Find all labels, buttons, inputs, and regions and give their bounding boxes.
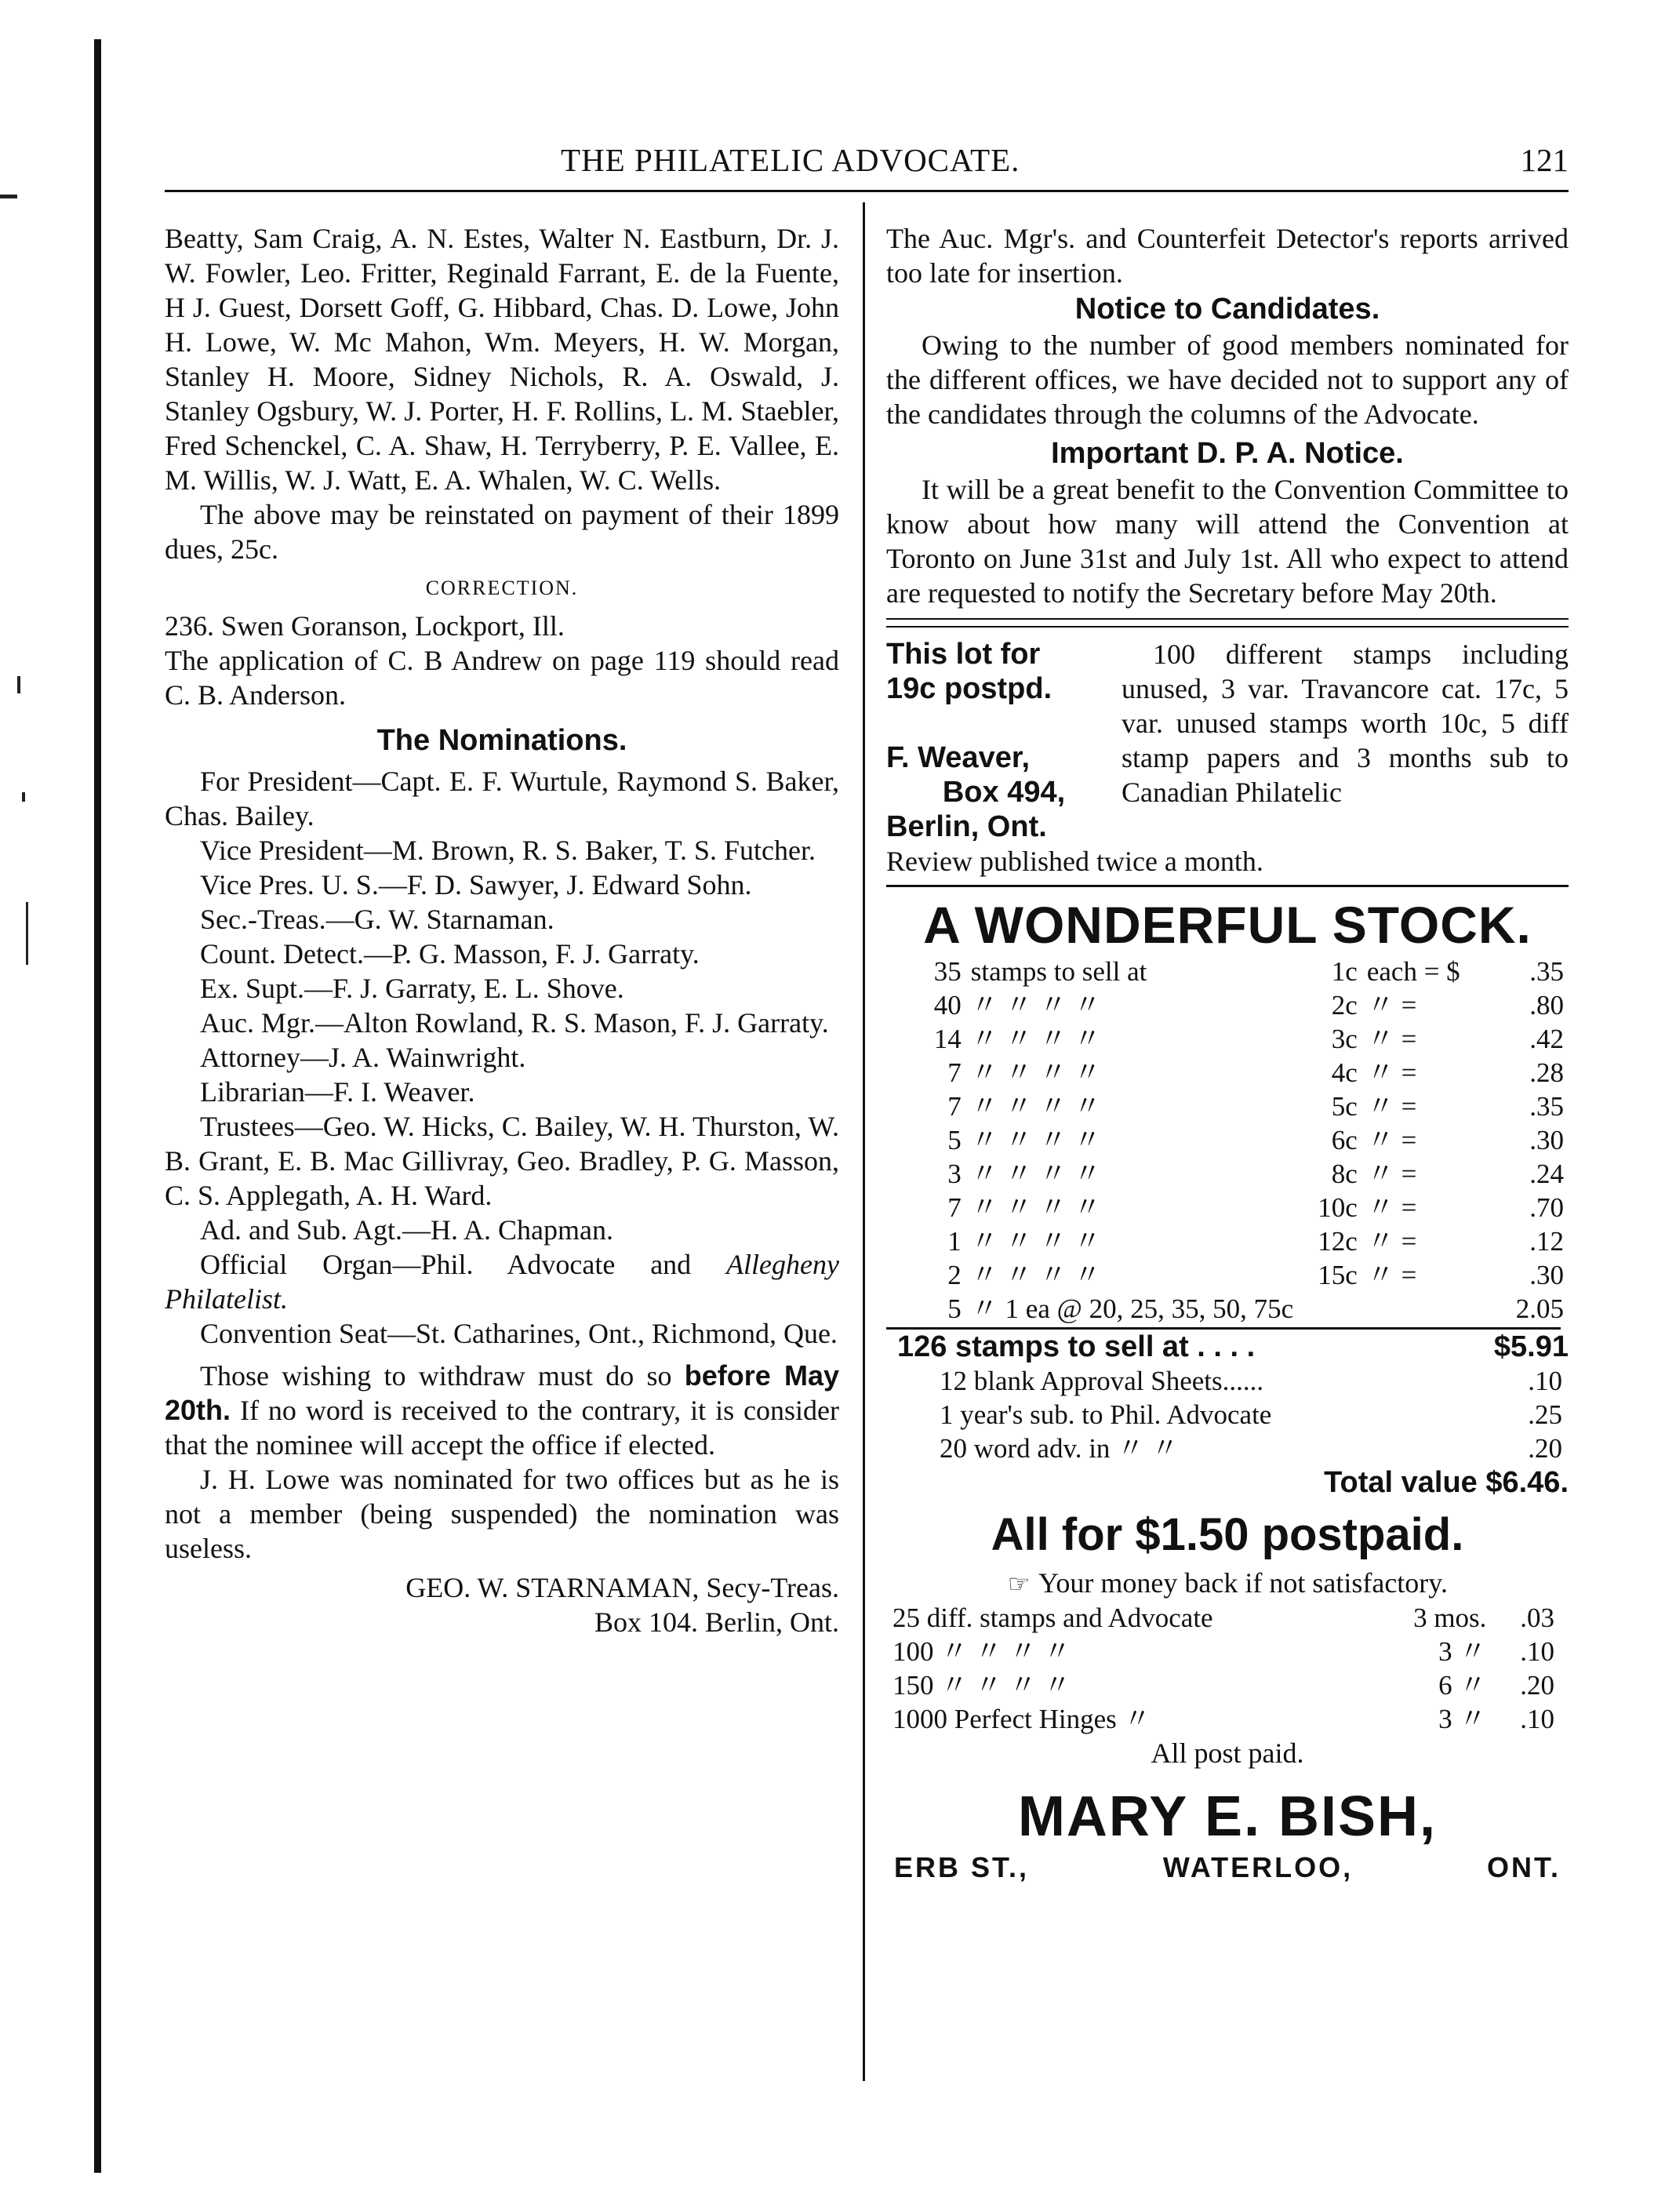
withdraw-deadline: before May 20th. [165, 1359, 840, 1426]
stock-table [918, 955, 1569, 1326]
stock-row [918, 1224, 1569, 1258]
stock-total: .35 [1529, 1091, 1564, 1122]
advertiser-name: F. Weaver, [886, 741, 1031, 774]
page-header [165, 141, 1569, 180]
section-rule [886, 885, 1569, 887]
stock-price: 15c [1318, 1260, 1358, 1290]
stock-row [918, 1123, 1569, 1157]
stock-row [918, 955, 1569, 988]
reinstatement-note: The above may be reinstated on payment of their 1899 dues, 25c. [165, 499, 839, 565]
offer-row [886, 1635, 1561, 1668]
offer-price: .20 [1520, 1670, 1554, 1701]
nomination-counterfeit-detector: Count. Detect.—P. G. Masson, F. J. Garraty. [200, 938, 700, 970]
nomination-ad-agent: Ad. and Sub. Agt.—H. A. Chapman. [200, 1214, 613, 1246]
stock-price: 4c [1331, 1057, 1358, 1088]
offer-price: .03 [1520, 1603, 1554, 1633]
address-city: WATERLOO, [1162, 1851, 1354, 1883]
advertiser-city: Berlin, Ont. [886, 810, 1047, 843]
extras-label: 1 year's sub. to Phil. Advocate [940, 1399, 1272, 1430]
offer-price: .10 [1520, 1636, 1554, 1667]
stock-row [918, 1022, 1569, 1056]
bish-address [886, 1850, 1569, 1885]
offer-item: 100 〃 〃 〃 〃 [892, 1636, 1071, 1667]
extras-value: .10 [1528, 1366, 1562, 1396]
spacer [886, 706, 1122, 740]
stock-each: 〃 = [1366, 1226, 1417, 1257]
offer-item: 1000 Perfect Hinges 〃 [892, 1704, 1151, 1734]
advertiser-box: Box 494, [942, 776, 1066, 809]
offers-table [886, 1601, 1561, 1736]
correction-line: 236. Swen Goranson, Lockport, Ill. [165, 610, 565, 642]
stock-price: 1c [1331, 956, 1358, 987]
correction-line: The application of C. B Andrew on page 119 should read C. B. Anderson. [165, 645, 839, 711]
stock-total-value: $5.91 [1493, 1330, 1569, 1363]
offer-price: .10 [1520, 1704, 1554, 1734]
extras-value: .25 [1528, 1399, 1562, 1430]
candidates-heading: Notice to Candidates. [1074, 293, 1380, 326]
stock-row [918, 1157, 1569, 1191]
stock-qty: 5 [947, 1293, 962, 1324]
nomination-attorney: Attorney—J. A. Wainwright. [200, 1042, 526, 1073]
header-rule [165, 190, 1569, 192]
weaver-ad-labels [886, 637, 1122, 844]
stock-row [918, 1191, 1569, 1224]
withdraw-notice [165, 1359, 839, 1462]
official-organ-text: Official Organ—Phil. Advocate and [200, 1249, 727, 1280]
stock-price: 2c [1331, 990, 1358, 1021]
stock-qty: 7 [947, 1057, 962, 1088]
money-back-text: Your money back if not satisfactory. [1038, 1567, 1448, 1599]
extras-row [933, 1432, 1569, 1465]
page-number: 121 [1520, 142, 1569, 178]
stock-row [918, 1090, 1569, 1123]
stock-price: 8c [1331, 1159, 1358, 1189]
right-column [886, 221, 1569, 1885]
lowe-note: J. H. Lowe was nominated for two offices but as he is not a member (being suspended) the nomination was useless. [165, 1464, 839, 1564]
stock-qty: 14 [933, 1024, 962, 1054]
stock-row [918, 1056, 1569, 1090]
stock-qty: 7 [947, 1192, 962, 1223]
offer-term: 3 〃 [1438, 1636, 1487, 1667]
offer-row [886, 1702, 1561, 1736]
stock-desc: 〃 〃 〃 〃 [970, 1192, 1102, 1223]
stock-price: 3c [1331, 1024, 1358, 1054]
lot-price: 19c postpd. [886, 672, 1052, 705]
stock-row [918, 1292, 1569, 1326]
address-street: ERB ST., [894, 1851, 1030, 1883]
stock-each [1362, 1292, 1489, 1326]
offer-item: 25 diff. stamps and Advocate [892, 1603, 1213, 1633]
stock-each: 〃 = [1366, 1125, 1417, 1155]
signature-address: Box 104. Berlin, Ont. [594, 1606, 839, 1638]
auction-manager-note: The Auc. Mgr's. and Counterfeit Detector's reports arrived too late for insertion. [886, 223, 1569, 289]
nomination-librarian: Librarian—F. I. Weaver. [200, 1076, 475, 1108]
stock-total: .80 [1529, 990, 1564, 1021]
stock-total: .42 [1529, 1024, 1564, 1054]
stock-each: 〃 = [1366, 990, 1417, 1021]
stock-desc: 〃 〃 〃 〃 [970, 1226, 1102, 1257]
scan-mark [17, 676, 20, 693]
nomination-official-organ [165, 1247, 839, 1316]
signature-line: GEO. W. STARNAMAN, Secy-Treas. [405, 1572, 839, 1603]
weaver-ad [886, 637, 1569, 844]
address-province: ONT. [1486, 1851, 1561, 1883]
stock-desc: 〃 〃 〃 〃 [970, 1260, 1102, 1290]
nomination-convention-seat: Convention Seat—St. Catharines, Ont., Richmond, Que. [200, 1318, 838, 1349]
extras-label: 20 word adv. in 〃 〃 [940, 1433, 1179, 1464]
nomination-exchange-supt: Ex. Supt.—F. J. Garraty, E. L. Shove. [200, 973, 624, 1004]
all-for-offer: All for $1.50 postpaid. [991, 1509, 1464, 1560]
nomination-auction-manager: Auc. Mgr.—Alton Rowland, R. S. Mason, F. J. Garraty. [200, 1007, 829, 1039]
scan-edge-bar [94, 39, 101, 2173]
section-double-rule [886, 618, 1569, 628]
stock-desc: 〃 〃 〃 〃 [970, 1125, 1102, 1155]
stock-row [918, 988, 1569, 1022]
offer-term: 3 〃 [1438, 1704, 1487, 1734]
stock-total: .70 [1529, 1192, 1564, 1223]
stock-qty: 5 [947, 1125, 962, 1155]
stock-total: .24 [1529, 1159, 1564, 1189]
lot-description-tail: Review published twice a month. [886, 846, 1263, 877]
all-post-paid: All post paid. [1151, 1737, 1304, 1769]
nominations-heading: The Nominations. [376, 724, 627, 757]
nomination-president: For President—Capt. E. F. Wurtule, Raymond S. Baker, Chas. Bailey. [165, 766, 839, 831]
left-column [165, 221, 839, 1639]
lot-label: This lot for [886, 638, 1041, 671]
stock-desc: 〃 〃 〃 〃 [970, 1057, 1102, 1088]
stock-qty: 35 [933, 956, 962, 987]
scan-mark [26, 902, 28, 965]
stock-heading: A WONDERFUL STOCK. [923, 896, 1532, 954]
stock-total: .28 [1529, 1057, 1564, 1088]
stock-qty: 40 [933, 990, 962, 1021]
dpa-notice: It will be a great benefit to the Convention Committee to know about how many will attend the Convention at Toronto on June 31st and July 1st. All who expect to attend are requested to notify the Secretary before May 20th. [886, 474, 1569, 609]
stock-total-row [886, 1330, 1569, 1364]
offer-term: 3 mos. [1413, 1603, 1487, 1633]
lapsed-members-list: Beatty, Sam Craig, A. N. Estes, Walter N. Eastburn, Dr. J. W. Fowler, Leo. Fritter, Reginald Farrant, E. de la Fuente, H J. Guest, Dorsett Goff, G. Hibbard, Chas. D. Lowe, John H. Lowe, W. Mc Mahon, Wm. Meyers, H. W. Morgan, Stanley H. Moore, Sidney Nichols, R. A. Oswald, J. Stanley Ogsbury, W. J. Porter, H. F. Rollins, L. M. Staebler, Fred Schenckel, C. A. Shaw, H. Terryberry, P. E. Vallee, E. M. Willis, W. J. Watt, E. A. Whalen, W. C. Wells. [165, 223, 839, 496]
stock-qty: 1 [947, 1226, 962, 1257]
stock-desc: 〃 〃 〃 〃 [970, 990, 1102, 1021]
stock-row [918, 1258, 1569, 1292]
stock-desc: 〃 〃 〃 〃 [970, 1159, 1102, 1189]
stock-total: .12 [1529, 1226, 1564, 1257]
stock-each: each = $ [1366, 956, 1460, 987]
withdraw-text-rest: If no word is received to the contrary, it is consider that the nominee will accept the office if elected. [165, 1395, 839, 1461]
stock-each: 〃 = [1366, 1024, 1417, 1054]
stock-each: 〃 = [1366, 1192, 1417, 1223]
stock-desc: 〃 1 ea @ 20, 25, 35, 50, 75c [970, 1293, 1294, 1324]
stock-desc: 〃 〃 〃 〃 [970, 1024, 1102, 1054]
stock-qty: 3 [947, 1159, 962, 1189]
stock-total: .30 [1529, 1125, 1564, 1155]
offer-row [886, 1601, 1561, 1635]
nomination-vice-president: Vice President—M. Brown, R. S. Baker, T. S. Futcher. [200, 835, 816, 866]
nomination-vice-president-us: Vice Pres. U. S.—F. D. Sawyer, J. Edward Sohn. [200, 869, 752, 900]
scan-mark [0, 195, 17, 198]
scan-mark [22, 792, 25, 802]
withdraw-text: Those wishing to withdraw must do so [200, 1360, 685, 1392]
nomination-secretary: Sec.-Treas.—G. W. Starnaman. [200, 904, 554, 935]
stock-each: 〃 = [1366, 1091, 1417, 1122]
official-organ-journal: Allegheny Philatelist. [165, 1249, 839, 1315]
extras-label: 12 blank Approval Sheets...... [940, 1366, 1264, 1396]
candidates-notice: Owing to the number of good members nominated for the different offices, we have decided not to support any of the candidates through the columns of the Advocate. [886, 329, 1569, 430]
stock-qty: 7 [947, 1091, 962, 1122]
stock-price: 6c [1331, 1125, 1358, 1155]
stock-price: 10c [1318, 1192, 1358, 1223]
money-back-line [886, 1566, 1569, 1601]
stock-total-label: 126 stamps to sell at . . . . [897, 1330, 1256, 1363]
offer-row [886, 1668, 1561, 1702]
offer-term: 6 〃 [1438, 1670, 1487, 1701]
stock-price: 12c [1318, 1226, 1358, 1257]
stock-price [1298, 1292, 1362, 1326]
stock-total: .35 [1529, 956, 1564, 987]
lot-description: 100 different stamps including unused, 3 var. Travancore cat. 17c, 5 var. unused stamps worth 10c, 5 diff stamp papers and 3 months sub to Canadian Philatelic [1122, 638, 1569, 808]
advertiser-bish: MARY E. BISH, [1017, 1785, 1438, 1848]
stock-qty: 2 [947, 1260, 962, 1290]
stock-each: 〃 = [1366, 1057, 1417, 1088]
stock-price: 5c [1331, 1091, 1358, 1122]
page-title: THE PHILATELIC ADVOCATE. [561, 142, 1020, 178]
stock-total: .30 [1529, 1260, 1564, 1290]
correction-heading: CORRECTION. [425, 577, 579, 599]
extras-row [933, 1364, 1569, 1398]
pointing-hand-icon: ☞ [1007, 1570, 1031, 1598]
stock-desc: stamps to sell at [970, 956, 1147, 987]
stock-each: 〃 = [1366, 1159, 1417, 1189]
extras-value: .20 [1528, 1433, 1562, 1464]
column-divider [863, 202, 865, 2081]
nomination-trustees: Trustees—Geo. W. Hicks, C. Bailey, W. H. Thurston, W. B. Grant, E. B. Mac Gillivray, Geo. Bradley, P. G. Masson, C. S. Applegath, A. H. Ward. [165, 1111, 839, 1211]
stock-each: 〃 = [1366, 1260, 1417, 1290]
stock-total: 2.05 [1515, 1293, 1564, 1324]
stock-desc: 〃 〃 〃 〃 [970, 1091, 1102, 1122]
offer-item: 150 〃 〃 〃 〃 [892, 1670, 1071, 1701]
extras-table [933, 1364, 1569, 1465]
dpa-heading: Important D. P. A. Notice. [1051, 437, 1404, 470]
extras-row [933, 1398, 1569, 1432]
total-value: Total value $6.46. [1324, 1466, 1569, 1499]
